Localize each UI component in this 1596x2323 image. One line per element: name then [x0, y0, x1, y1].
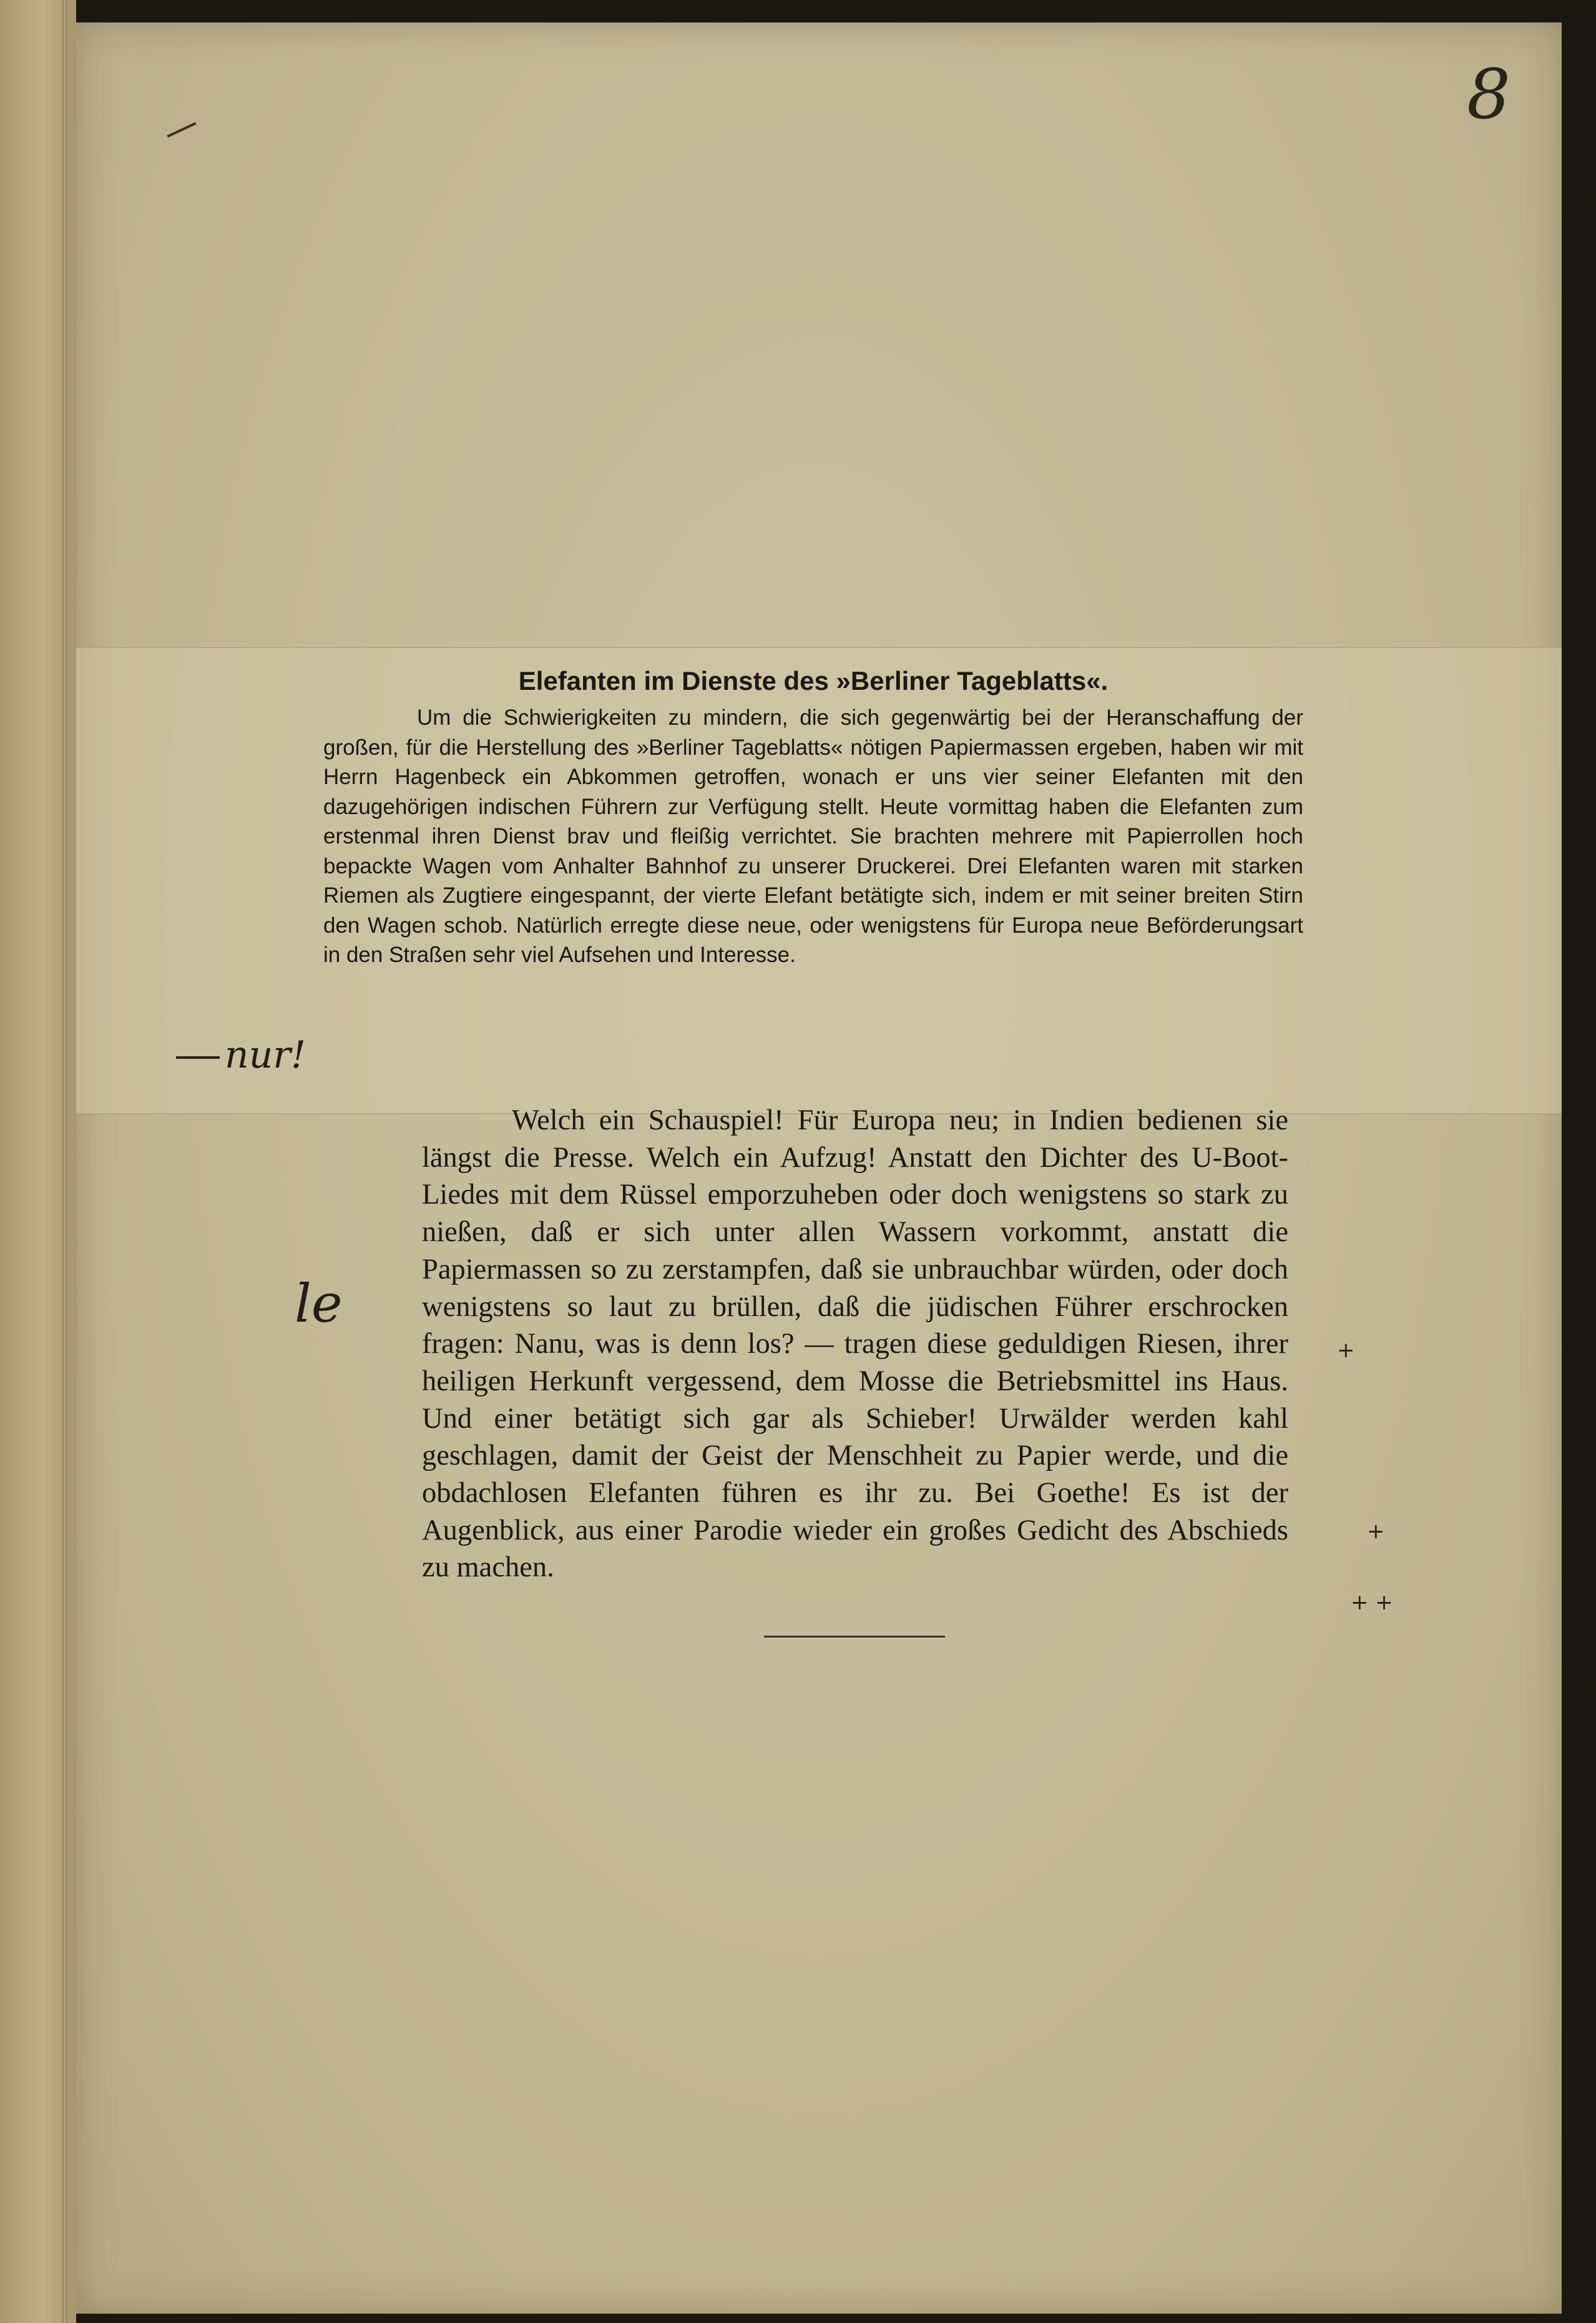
- corner-pencil-mark: [167, 122, 196, 138]
- clipping-body: Um die Schwierigkeiten zu mindern, die sich gegenwärtig bei der Heranschaffung der großen, für die Herstellung des »Berliner Tageblatts« nötigen Papiermassen ergeben, haben wir mit Herrn Hagenbeck ein Abkommen getroffen, wonach er uns vier seiner Elefanten mit den dazugehörigen indischen Führern zur Verfügung stellt. Heute vormittag haben die Elefanten zum erstenmal ihren Dienst brav und fleißig verrichtet. Sie brachten mehrere mit Papierrollen hoch bepackte Wagen vom Anhalter Bahnhof zu unserer Druckerei. Drei Elefanten waren mit starken Riemen als Zugtiere eingespannt, der vierte Elefant betätigte sich, indem er mit seiner breiten Stirn den Wagen schob. Natürlich erregte diese neue, oder wenigstens für Europa neue Beförderungsart in den Straßen sehr viel Aufsehen und Interesse.: [323, 705, 1303, 967]
- margin-note-le: le: [295, 1273, 343, 1334]
- page-fold: [62, 0, 67, 2323]
- note-dash: [176, 1056, 220, 1059]
- proof-mark: +: [1337, 1338, 1355, 1363]
- newspaper-clipping: [323, 663, 1303, 970]
- closing-rule: [764, 1636, 945, 1638]
- essay-paragraph: Welch ein Schauspiel! Für Europa neu; in Indien bedienen sie längst die Presse. Welch ein Aufzug! Anstatt den Dichter des U-Boot-Liedes mit dem Rüssel emporzuheben oder doch wenigstens so stark zu nießen, daß er sich unter allen Wassern vorkommt, anstatt die Papiermassen so zu zerstampfen, daß sie unbrauchbar würden, oder doch wenigstens so laut zu brüllen, daß die jüdischen Führer erschrocken fragen: Nanu, was is denn los? — tragen diese geduldigen Riesen, ihrer heiligen Herkunft vergessend, dem Mosse die Betriebsmittel ins Haus. Und einer betätigt sich gar als Schieber! Urwälder werden kahl geschlagen, damit der Geist der Menschheit zu Papier werde, und die obdachlosen Elefanten führen es ihr zu. Bei Goethe! Es ist der Augenblick, aus einer Parodie wieder ein großes Gedicht des Abschieds zu machen.: [422, 1104, 1288, 1584]
- proof-mark: +: [1367, 1519, 1385, 1544]
- proof-mark: + +: [1351, 1590, 1393, 1615]
- clipping-title: Elefanten im Dienste des »Berliner Tageblatts«.: [518, 666, 1109, 695]
- left-facing-page: [0, 0, 76, 2323]
- handwritten-page-number: 8: [1467, 54, 1510, 134]
- margin-note-nur: [176, 1033, 306, 1077]
- margin-note-nur-text: nur!: [225, 1033, 306, 1077]
